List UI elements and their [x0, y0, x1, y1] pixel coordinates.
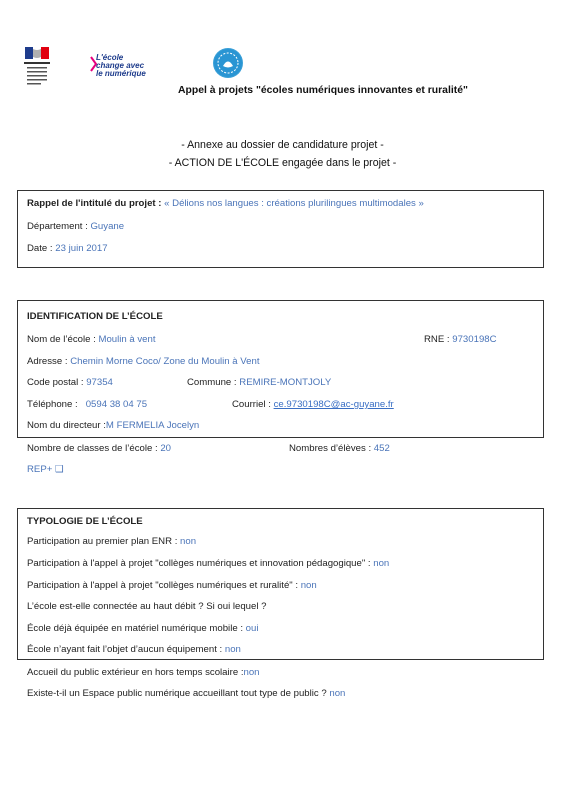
espace-value: non [329, 688, 346, 699]
typologie-row-value: non [224, 644, 241, 655]
typologie-row-label: Participation à l'appel à projet "collèges numériques et ruralité" : [27, 580, 301, 591]
nom-ecole-value: Moulin à vent [98, 334, 156, 345]
code-postal-value: 97354 [86, 377, 113, 388]
rne-value: 9730198C [452, 334, 497, 345]
typologie-row [27, 536, 196, 547]
annexe-title-2: - ACTION DE L'ÉCOLE engagée dans le projet - [168, 157, 397, 169]
identification-heading: IDENTIFICATION DE L’ÉCOLE [27, 311, 163, 322]
intitule-value: « Délions nos langues : créations plurilingues multimodales » [164, 198, 424, 209]
date-value: 23 juin 2017 [55, 243, 108, 254]
commune-label: Commune : [187, 377, 240, 388]
annexe-title-1: - Annexe au dossier de candidature projet - [181, 139, 384, 151]
eleves-label: Nombres d’élèves : [289, 443, 374, 454]
accueil-label: Accueil du public extérieur en hors temps scolaire : [27, 667, 244, 678]
courriel-link[interactable]: ce.9730198C@ac-guyane.fr [273, 399, 394, 410]
commune-value: REMIRE-MONTJOLY [239, 377, 332, 388]
intitule-row [27, 198, 424, 209]
accueil-row [27, 667, 260, 678]
typologie-row-label: L’école est-elle connectée au haut débit ? Si oui lequel ? [27, 601, 267, 612]
typologie-row-value: non [300, 580, 317, 591]
telephone-value: 0594 38 04 75 [85, 399, 148, 410]
typologie-row-label: Participation au premier plan ENR : [27, 536, 181, 547]
departement-label: Département : [27, 221, 91, 232]
adresse-label: Adresse : [27, 356, 71, 367]
call-title: Appel à projets "écoles numériques innovantes et ruralité" [178, 85, 468, 96]
typologie-row-label: École déjà équipée en matériel numérique mobile : [27, 623, 246, 634]
directeur-value: M FERMELIA Jocelyn [105, 420, 200, 431]
rep-label: REP+ [27, 464, 55, 475]
rne-row [424, 334, 497, 345]
departement-row [27, 221, 124, 232]
typologie-row-value: non [373, 558, 390, 569]
directeur-row [27, 420, 199, 431]
typologie-row [27, 644, 241, 655]
typologie-row-label: École n’ayant fait l’objet d’aucun équipement : [27, 644, 225, 655]
eleves-value: 452 [373, 443, 390, 454]
ecole-numerique-logo [90, 52, 178, 80]
commune-row [187, 377, 331, 388]
intitule-label: Rappel de l'intitulé du projet : [27, 198, 165, 209]
typologie-row [27, 580, 317, 591]
typologie-row [27, 558, 389, 569]
directeur-label: Nom du directeur : [27, 420, 106, 431]
typologie-row [27, 623, 258, 634]
ecole-logo-line-2: change avec [96, 61, 145, 70]
departement-value: Guyane [90, 221, 125, 232]
telephone-label: Téléphone : [27, 399, 81, 410]
telephone-row [27, 399, 147, 410]
date-label: Date : [27, 243, 56, 254]
classes-label: Nombre de classes de l’école : [27, 443, 161, 454]
typologie-row-label: Participation à l'appel à projet "collèges numériques et innovation pédagogique" : [27, 558, 374, 569]
espace-row [27, 688, 345, 699]
typologie-heading: TYPOLOGIE DE L’ÉCOLE [27, 516, 143, 527]
code-postal-label: Code postal : [27, 377, 87, 388]
espace-label: Existe-t-il un Espace public numérique accueillant tout type de public ? [27, 688, 330, 699]
education-logo [213, 48, 243, 78]
accueil-value: non [243, 667, 260, 678]
adresse-value: Chemin Morne Coco/ Zone du Moulin à Vent [70, 356, 260, 367]
marianne-logo [22, 45, 52, 95]
rep-row [27, 464, 64, 475]
adresse-row [27, 356, 260, 367]
nom-ecole-label: Nom de l’école : [27, 334, 99, 345]
courriel-row [232, 399, 394, 410]
eleves-row [289, 443, 390, 454]
rep-checkbox[interactable]: ❑ [55, 464, 64, 475]
date-row [27, 243, 108, 254]
rne-label: RNE : [424, 334, 453, 345]
code-postal-row [27, 377, 113, 388]
ecole-logo-line-1: L'école [96, 53, 124, 62]
ecole-logo-line-3: le numérique [96, 69, 146, 78]
nom-ecole-row [27, 334, 156, 345]
classes-row [27, 443, 171, 454]
courriel-label: Courriel : [232, 399, 274, 410]
typologie-row-value: oui [245, 623, 259, 634]
classes-value: 20 [160, 443, 171, 454]
typologie-row-value: non [180, 536, 197, 547]
typologie-row [27, 601, 266, 612]
